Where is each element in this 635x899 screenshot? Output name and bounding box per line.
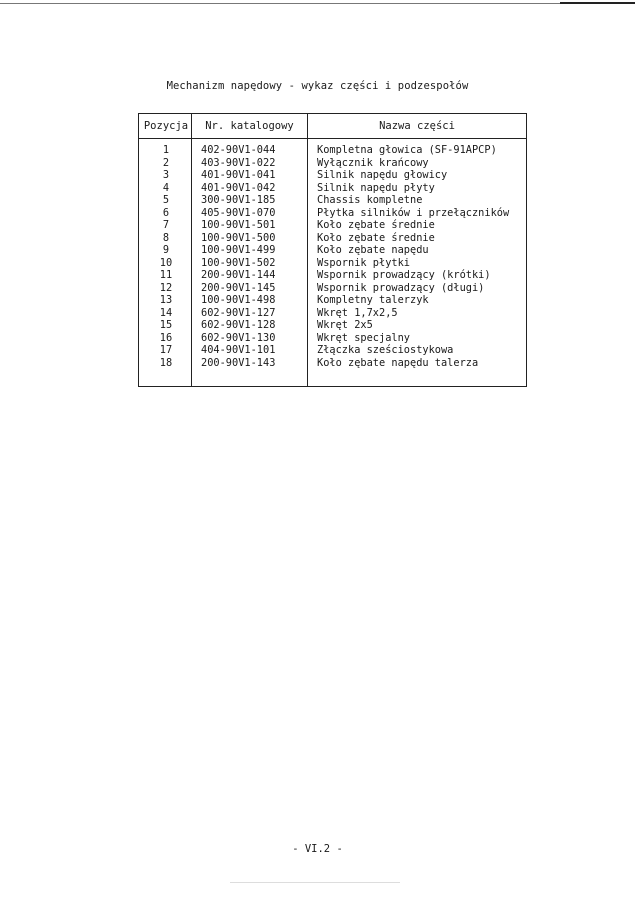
cell-position: 12 (159, 281, 173, 294)
table-row (139, 157, 526, 170)
cell-position: 13 (159, 294, 173, 306)
cell-position: 11 (159, 269, 173, 281)
header-catalog-number: Nr. katalogowy (205, 120, 294, 132)
cell-part-name: Silnik napędu płyty (317, 181, 435, 194)
cell-catalog-number: 401-90V1-041 (201, 169, 276, 181)
cell-catalog-number: 602-90V1-127 (201, 306, 276, 319)
top-rule-accent (560, 2, 635, 4)
table-row (139, 182, 526, 195)
cell-position: 10 (159, 256, 173, 269)
header-part-name: Nazwa części (379, 120, 455, 132)
cell-catalog-number: 602-90V1-130 (201, 331, 276, 344)
cell-position: 18 (159, 356, 173, 369)
cell-part-name: Kompletny talerzyk (317, 294, 429, 306)
cell-part-name: Wspornik prowadzący (krótki) (317, 269, 491, 281)
cell-part-name: Silnik napędu głowicy (317, 169, 448, 181)
page-title: Mechanizm napędowy - wykaz części i podzespołów (166, 80, 469, 92)
cell-part-name: Koło zębate napędu talerza (317, 356, 479, 369)
parts-table (138, 113, 527, 387)
cell-part-name: Wkręt specjalny (317, 331, 410, 344)
cell-part-name: Koło zębate średnie (317, 231, 435, 244)
cell-catalog-number: 401-90V1-042 (201, 181, 276, 194)
cell-position: 4 (162, 181, 170, 194)
cell-part-name: Wspornik płytki (317, 256, 410, 269)
cell-catalog-number: 100-90V1-501 (201, 219, 276, 231)
table-body (139, 144, 526, 369)
cell-catalog-number: 200-90V1-144 (201, 269, 276, 281)
table-row (139, 294, 526, 307)
cell-position: 14 (159, 306, 173, 319)
page-number: - VI.2 - (292, 843, 343, 855)
cell-position: 7 (162, 219, 170, 231)
table-row (139, 169, 526, 182)
table-row (139, 282, 526, 295)
table-row (139, 319, 526, 332)
cell-part-name: Płytka silników i przełączników (317, 206, 510, 219)
table-row (139, 257, 526, 270)
cell-part-name: Wyłącznik krańcowy (317, 156, 429, 169)
table-row (139, 207, 526, 220)
table-row (139, 144, 526, 157)
cell-catalog-number: 402-90V1-044 (201, 144, 276, 156)
cell-part-name: Wkręt 2x5 (317, 319, 373, 331)
bottom-rule (230, 882, 400, 883)
cell-position: 17 (159, 344, 173, 356)
table-row (139, 244, 526, 257)
cell-part-name: Kompletna głowica (SF-91APCP) (317, 144, 497, 156)
cell-position: 15 (159, 319, 173, 331)
table-row (139, 332, 526, 345)
cell-position: 8 (162, 231, 170, 244)
cell-part-name: Złączka sześciostykowa (317, 344, 454, 356)
cell-catalog-number: 200-90V1-145 (201, 281, 276, 294)
cell-catalog-number: 100-90V1-500 (201, 231, 276, 244)
table-row (139, 232, 526, 245)
cell-catalog-number: 100-90V1-499 (201, 244, 276, 256)
cell-part-name: Koło zębate napędu (317, 244, 429, 256)
header-position: Pozycja (143, 120, 189, 132)
table-row (139, 269, 526, 282)
table-row (139, 357, 526, 370)
table-row (139, 194, 526, 207)
cell-part-name: Wspornik prowadzący (długi) (317, 281, 485, 294)
cell-position: 3 (162, 169, 170, 181)
cell-catalog-number: 602-90V1-128 (201, 319, 276, 331)
cell-catalog-number: 405-90V1-070 (201, 206, 276, 219)
table-row (139, 344, 526, 357)
cell-part-name: Wkręt 1,7x2,5 (317, 306, 398, 319)
cell-catalog-number: 200-90V1-143 (201, 356, 276, 369)
cell-catalog-number: 100-90V1-502 (201, 256, 276, 269)
cell-position: 6 (162, 206, 170, 219)
header-divider (139, 138, 526, 139)
cell-part-name: Koło zębate średnie (317, 219, 435, 231)
cell-catalog-number: 404-90V1-101 (201, 344, 276, 356)
cell-position: 2 (162, 156, 170, 169)
table-row (139, 219, 526, 232)
cell-position: 16 (159, 331, 173, 344)
top-rule (0, 3, 635, 4)
cell-catalog-number: 100-90V1-498 (201, 294, 276, 306)
cell-catalog-number: 300-90V1-185 (201, 194, 276, 206)
cell-position: 1 (162, 144, 170, 156)
table-row (139, 307, 526, 320)
cell-position: 9 (162, 244, 170, 256)
cell-part-name: Chassis kompletne (317, 194, 423, 206)
cell-catalog-number: 403-90V1-022 (201, 156, 276, 169)
cell-position: 5 (162, 194, 170, 206)
